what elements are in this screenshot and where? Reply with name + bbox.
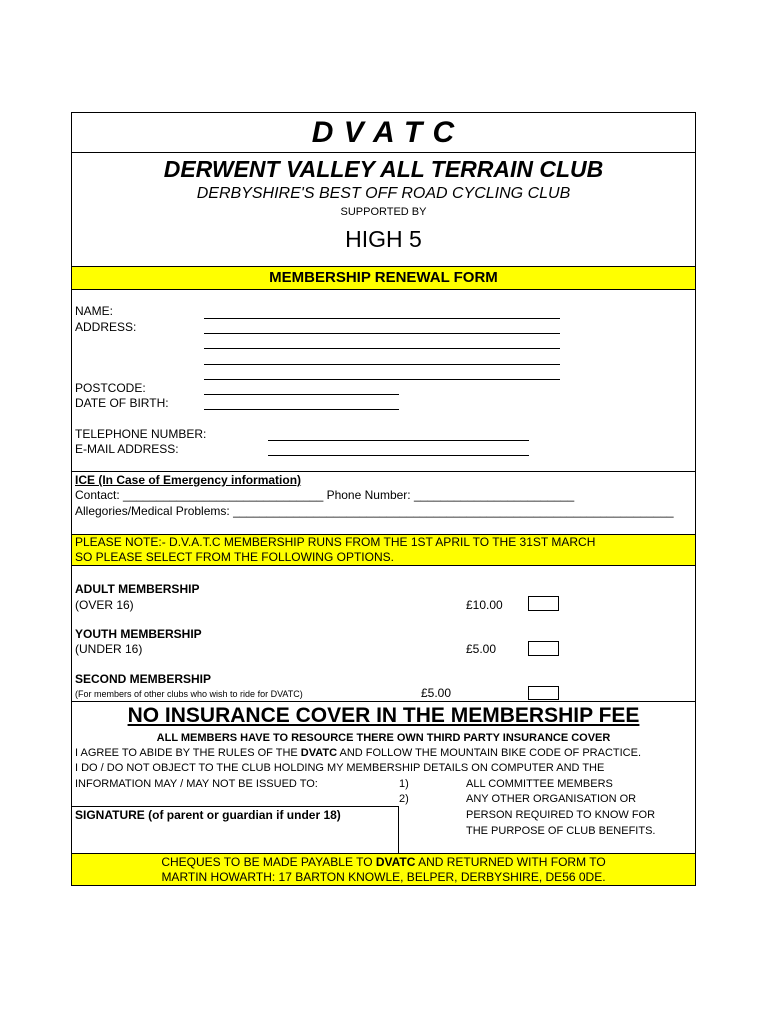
address-field-1[interactable] (204, 333, 560, 334)
youth-membership-checkbox[interactable] (528, 641, 559, 656)
option-price: £5.00 (466, 642, 497, 656)
option-title: YOUTH MEMBERSHIP (75, 627, 202, 641)
divider (71, 289, 696, 290)
option-1-number: 1) (399, 778, 409, 790)
divider (71, 471, 696, 472)
club-tagline: DERBYSHIRE'S BEST OFF ROAD CYCLING CLUB (196, 185, 571, 202)
option-2-text-cont: THE PURPOSE OF CLUB BENEFITS. (466, 825, 656, 837)
telephone-label: TELEPHONE NUMBER: (75, 427, 207, 441)
option-2-number: 2) (399, 793, 409, 805)
second-membership-checkbox[interactable] (528, 686, 559, 700)
address-label: ADDRESS: (75, 320, 137, 334)
option-sub: (For members of other clubs who wish to ride for DVATC) (75, 689, 303, 699)
divider (71, 565, 696, 566)
info-line: INFORMATION MAY / MAY NOT BE ISSUED TO: (75, 778, 318, 790)
email-label: E-MAIL ADDRESS: (75, 442, 179, 456)
ice-medical-line[interactable]: Allegories/Medical Problems: __________________________________________________________________ (75, 504, 674, 518)
footer-line-2: MARTIN HOWARTH: 17 BARTON KNOWLE, BELPER, DERBYSHIRE, DE56 0DE. (161, 870, 606, 884)
telephone-field[interactable] (268, 440, 529, 441)
divider (71, 701, 696, 702)
object-line: I DO / DO NOT OBJECT TO THE CLUB HOLDING MY MEMBERSHIP DETAILS ON COMPUTER AND THE (75, 762, 605, 774)
address-field-3[interactable] (204, 364, 560, 365)
postcode-field[interactable] (204, 394, 399, 395)
form-title: MEMBERSHIP RENEWAL FORM (269, 269, 498, 286)
sponsor-name: HIGH 5 (345, 226, 422, 252)
signature-label: SIGNATURE (of parent or guardian if under 18) (75, 808, 341, 822)
divider (71, 152, 696, 153)
address-field-4[interactable] (204, 379, 560, 380)
ice-heading: ICE (In Case of Emergency information) (75, 473, 302, 487)
footer-line-1: CHEQUES TO BE MADE PAYABLE TO DVATC AND RETURNED WITH FORM TO (161, 855, 606, 869)
option-1-text: ALL COMMITTEE MEMBERS (466, 778, 613, 790)
insurance-headline: NO INSURANCE COVER IN THE MEMBERSHIP FEE (127, 704, 640, 727)
adult-membership-checkbox[interactable] (528, 596, 559, 611)
supported-by: SUPPORTED BY (340, 206, 427, 218)
option-2-text: ANY OTHER ORGANISATION OR (466, 793, 637, 805)
agree-line: I AGREE TO ABIDE BY THE RULES OF THE DVATC AND FOLLOW THE MOUNTAIN BIKE CODE OF PRACTICE. (75, 747, 642, 759)
ice-contact-line[interactable]: Contact: ______________________________ Phone Number: ________________________ (75, 488, 575, 502)
name-field[interactable] (204, 318, 560, 319)
postcode-label: POSTCODE: (75, 381, 146, 395)
dob-label: DATE OF BIRTH: (75, 396, 169, 410)
club-name: DERWENT VALLEY ALL TERRAIN CLUB (163, 156, 604, 182)
option-sub: (OVER 16) (75, 598, 134, 612)
address-field-2[interactable] (204, 348, 560, 349)
note-line-2: SO PLEASE SELECT FROM THE FOLLOWING OPTIONS. (75, 550, 394, 564)
name-label: NAME: (75, 304, 114, 318)
dob-field[interactable] (204, 409, 399, 410)
option-price: £10.00 (466, 598, 503, 612)
option-title: ADULT MEMBERSHIP (75, 582, 200, 596)
email-field[interactable] (268, 455, 529, 456)
option-sub: (UNDER 16) (75, 642, 143, 656)
option-2-text-cont: PERSON REQUIRED TO KNOW FOR (466, 809, 656, 821)
option-price: £5.00 (421, 686, 452, 700)
note-line-1: PLEASE NOTE:- D.V.A.T.C MEMBERSHIP RUNS FROM THE 1ST APRIL TO THE 31ST MARCH (75, 535, 596, 549)
club-acronym: D V A T C (311, 116, 456, 149)
insurance-subhead: ALL MEMBERS HAVE TO RESOURCE THERE OWN THIRD PARTY INSURANCE COVER (156, 732, 611, 744)
option-title: SECOND MEMBERSHIP (75, 672, 212, 686)
